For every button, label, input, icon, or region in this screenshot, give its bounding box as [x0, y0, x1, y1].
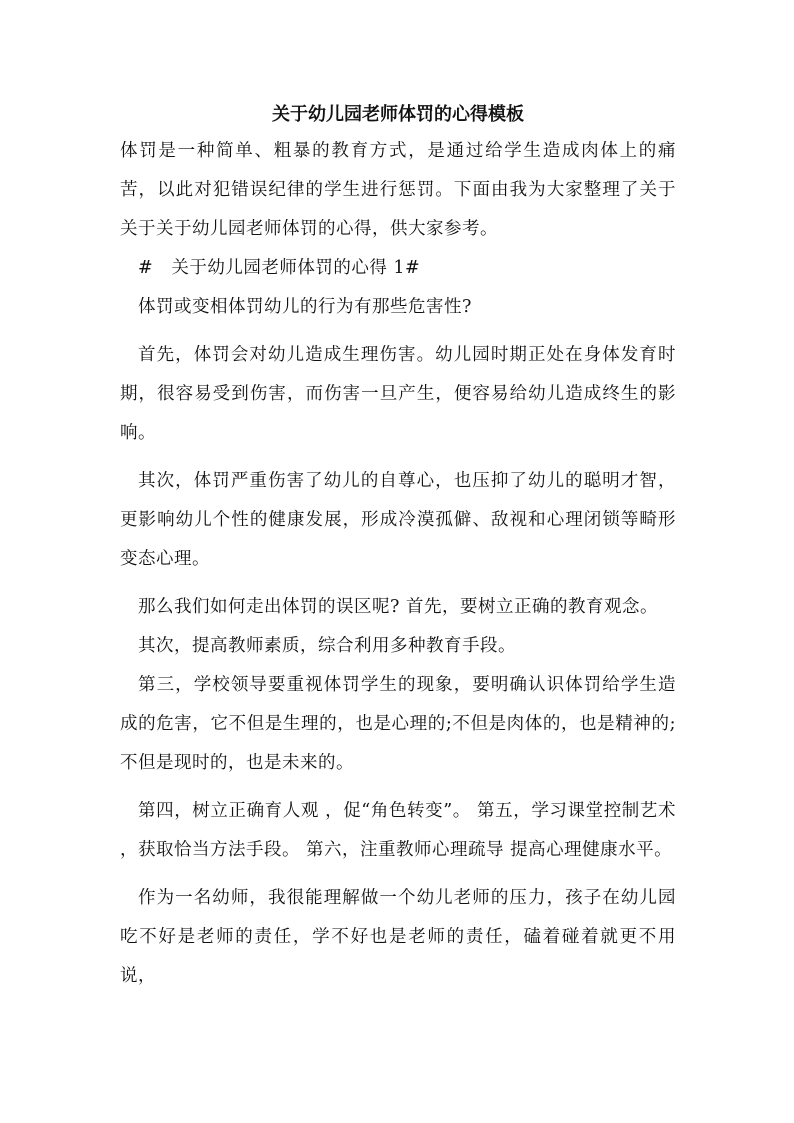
intro-paragraph: 体罚是一种简单、粗暴的教育方式，是通过给学生造成肉体上的痛苦，以此对犯错误纪律的学生进行惩罚。下面由我为大家整理了关于关于关于幼儿园老师体罚的心得，供大家参考。 — [120, 141, 676, 239]
spacer — [120, 453, 676, 462]
paragraph-third: 第三，学校领导要重视体罚学生的现象，要明确认识体罚给学生造成的危害，它不但是生理的，也是心理的;不但是肉体的，也是精神的;不但是现时的，也是未来的。 — [120, 675, 676, 773]
document-title: 关于幼儿园老师体罚的心得模板 — [272, 104, 524, 125]
paragraph-fourth: 第四，树立正确育人观 ，促“角色转变”。 第五，学习课堂控制艺术 ，获取恰当方法手段。 第六，注重教师心理疏导 提高心理健康水平。 — [120, 801, 676, 860]
section-heading: # 关于幼儿园老师体罚的心得 1# — [138, 258, 421, 278]
paragraph-question: 体罚或变相体罚幼儿的行为有那些危害性? — [138, 297, 472, 317]
document-page — [120, 100, 676, 996]
paragraph-first: 首先，体罚会对幼儿造成生理伤害。幼儿园时期正处在身体发育时期，很容易受到伤害，而伤害一旦产生，便容易给幼儿造成终生的影响。 — [120, 345, 676, 443]
spacer — [120, 870, 676, 879]
spacer — [120, 783, 676, 792]
spacer — [120, 327, 676, 336]
paragraph-next: 其次，提高教师素质，综合利用多种教育手段。 — [138, 636, 516, 656]
paragraph-second: 其次，体罚严重伤害了幼儿的自尊心，也压抑了幼儿的聪明才智，更影响幼儿个性的健康发展，形成冷漠孤僻、敌视和心理闭锁等畸形变态心理。 — [120, 471, 676, 569]
paragraph-teacher: 作为一名幼师，我很能理解做一个幼儿老师的压力，孩子在幼儿园吃不好是老师的责任，学不好也是老师的责任，磕着碰着就更不用说， — [120, 888, 676, 986]
paragraph-how: 那么我们如何走出体罚的误区呢? 首先，要树立正确的教育观念。 — [138, 597, 658, 617]
spacer — [120, 579, 676, 588]
